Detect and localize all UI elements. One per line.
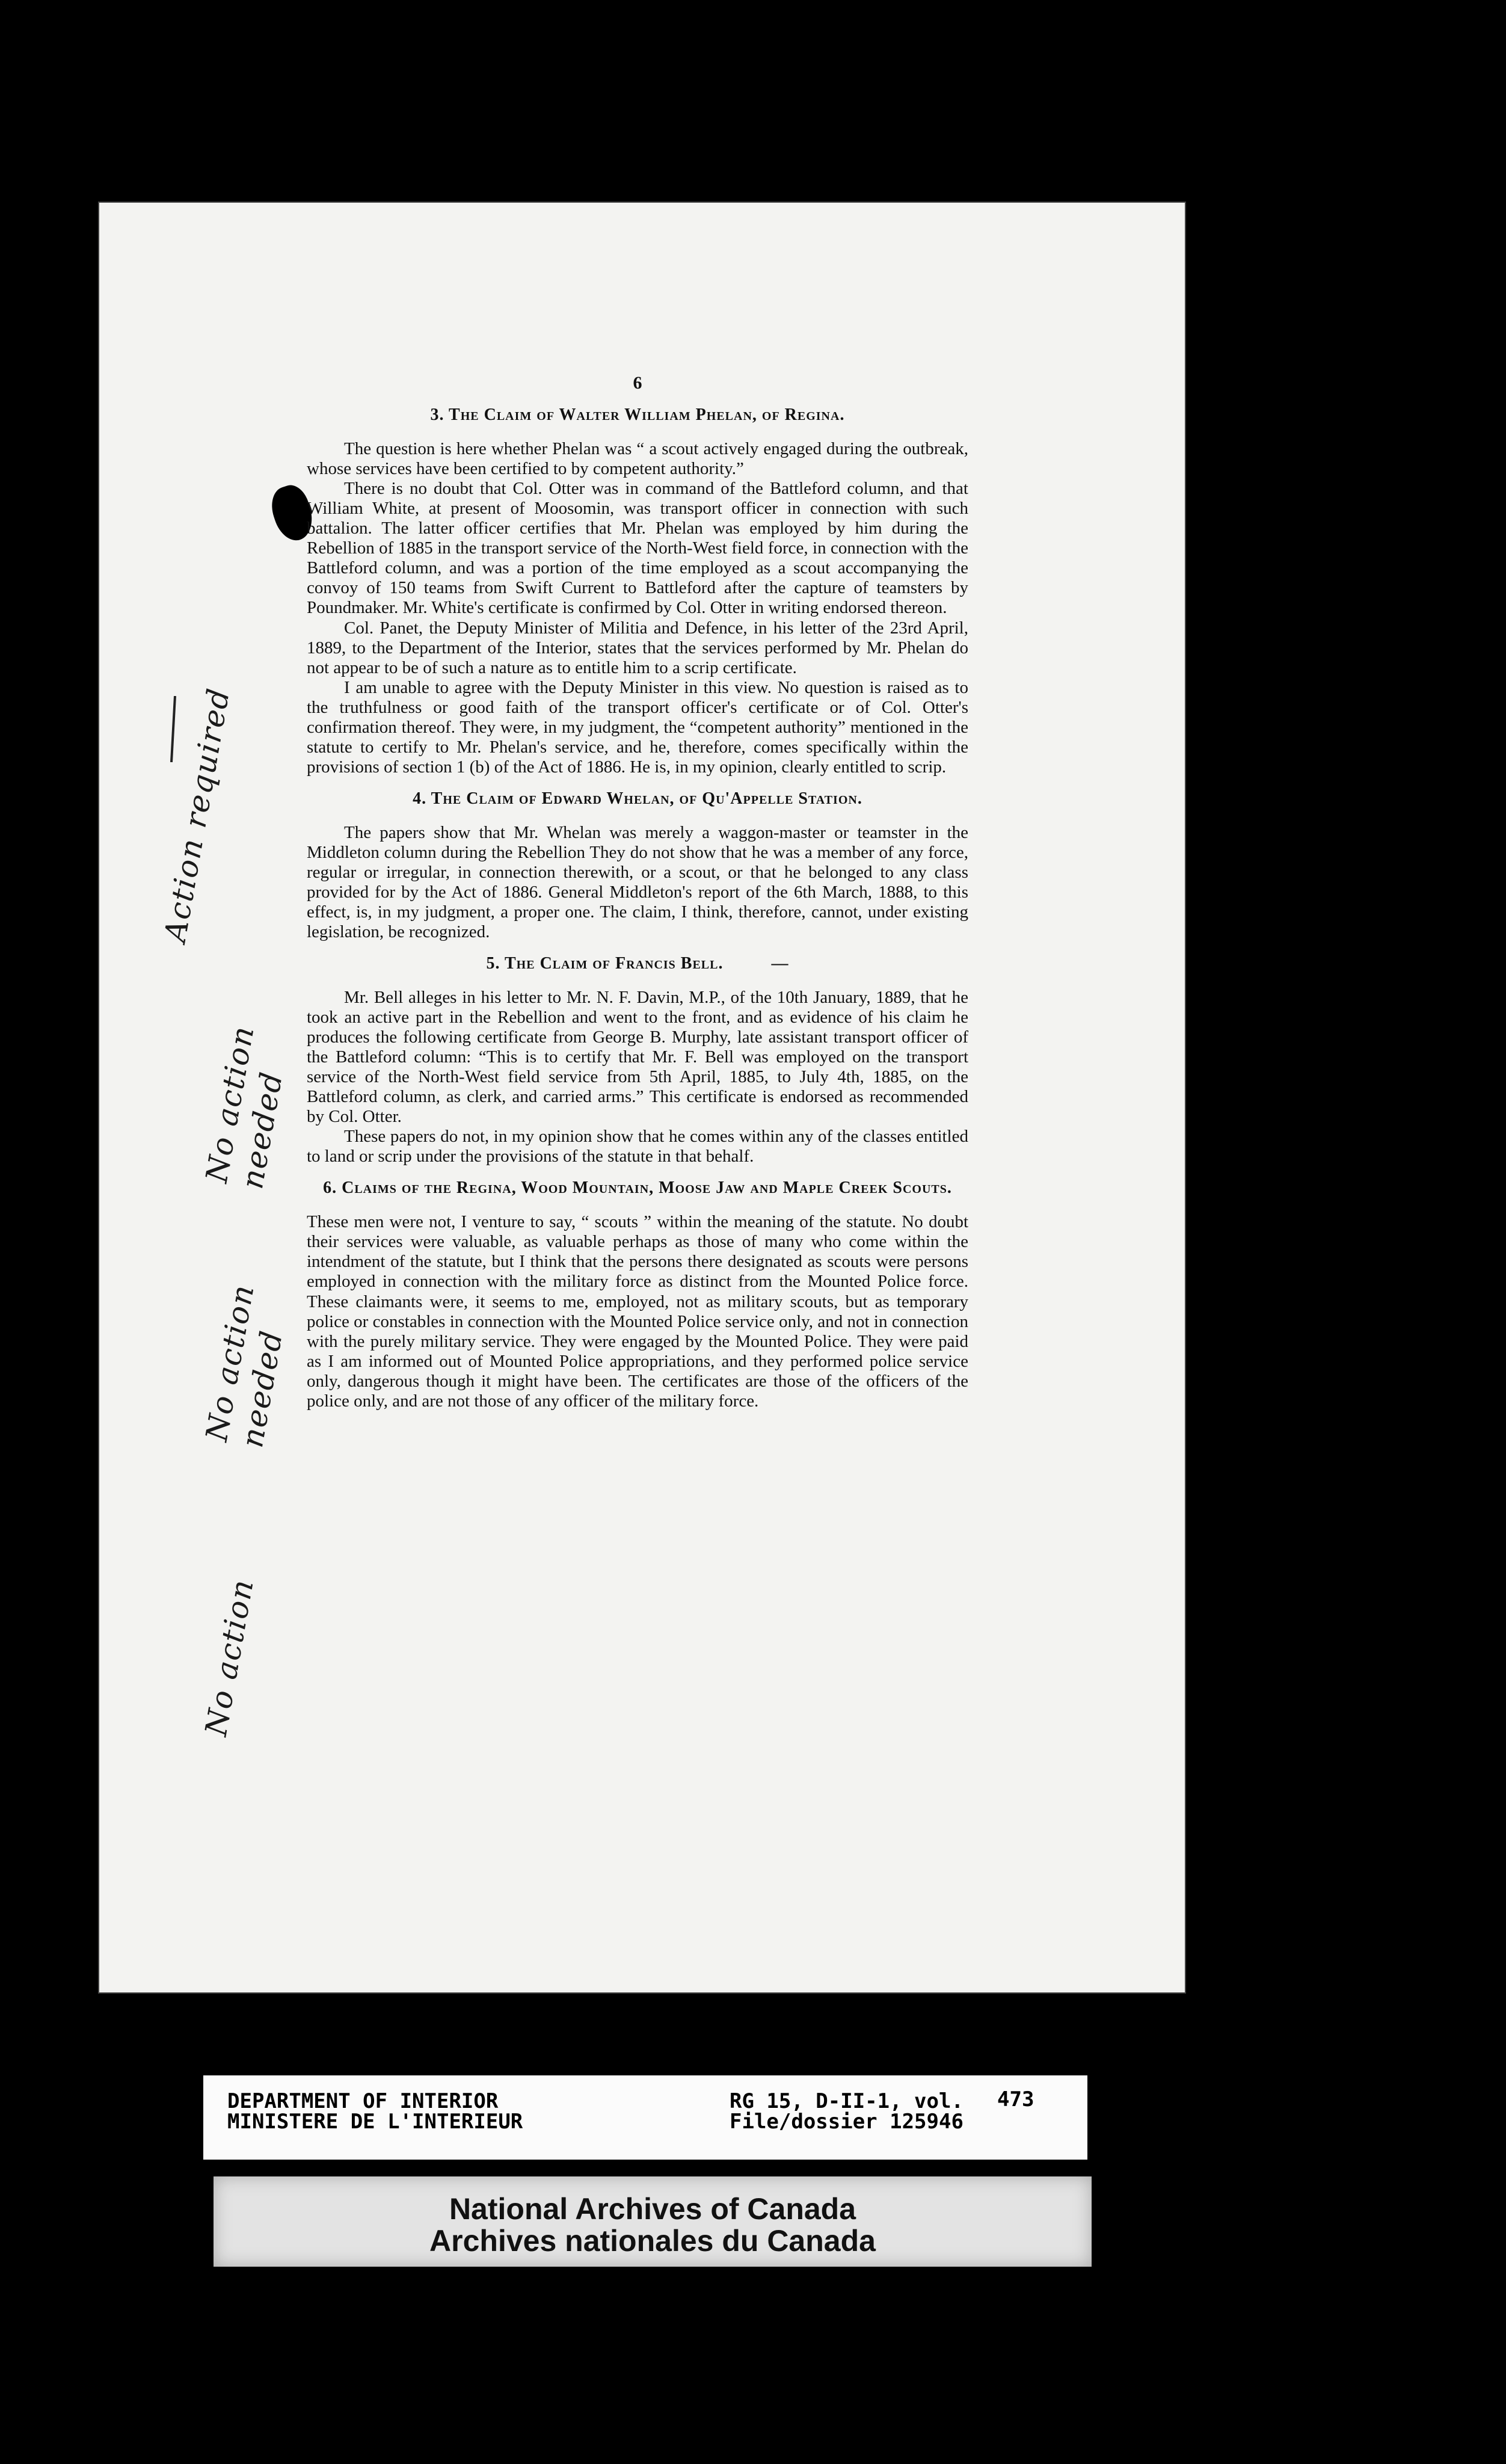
archives-banner <box>214 2176 1092 2267</box>
archives-name-french: Archives nationales du Canada <box>429 2223 876 2258</box>
section-heading-row <box>307 954 968 973</box>
handwritten-note: No action needed <box>198 1281 290 1450</box>
department-english: DEPARTMENT OF INTERIOR <box>227 2089 499 2113</box>
paragraph: The papers show that Mr. Whelan was merely a waggon-master or teamster in the Middleton column during the Rebellion They do not show that he was a member of any force, regular or irregular, in connection therewith, or a scout, or that he belonged to any class provided for by the Act of 1886. General Middleton's report of the 6th March, 1888, to this effect, is, in my judgment, a proper one. The claim, I think, therefore, cannot, under existing legislation, be recognized. <box>307 822 968 942</box>
paragraph: The question is here whether Phelan was “ a scout actively engaged during the outbreak, whose services have been certified to by competent authority.” <box>307 439 968 479</box>
paragraph: Col. Panet, the Deputy Minister of Militia and Defence, in his letter of the 23rd April, 1889, to the Department of the Interior, states that the services performed by Mr. Phelan do not appear to be of such a nature as to entitle him to a scrip certificate. <box>307 618 968 677</box>
archive-reference-label <box>203 2075 1087 2160</box>
heading-mark: — <box>771 954 789 973</box>
paragraph: These papers do not, in my opinion show that he comes within any of the classes entitled to land or scrip under the provisions of the statute in that behalf. <box>307 1127 968 1166</box>
paragraph: There is no doubt that Col. Otter was in command of the Battleford column, and that William White, at present of Moosomin, was transport officer in connection with such battalion. The latter officer certifies that Mr. Phelan was employed by him during the Rebellion of 1885 in the transport service of the North-West field force, in connection with the Battleford column, and was a portion of the time employed as a scout accompanying the convoy of 150 teams from Swift Current to Battleford after the capture of teamsters by Poundmaker. Mr. White's certificate is confirmed by Col. Otter in writing endorsed thereon. <box>307 479 968 618</box>
handwritten-note: No action <box>198 1576 260 1739</box>
document-body <box>307 373 968 1411</box>
department-french: MINISTERE DE L'INTERIEUR <box>227 2110 523 2134</box>
paragraph: I am unable to agree with the Deputy Minister in this view. No question is raised as to the truthfulness or good faith of the transport officer's certificate or of Col. Otter's confirmation thereof. They were, in my judgment, the “competent authority” mentioned in the statute to certify to Mr. Phelan's service, and he, therefore, comes specifically within the provisions of section 1 (b) of the Act of 1886. He is, in my opinion, clearly entitled to scrip. <box>307 677 968 777</box>
section-heading: 4. The Claim of Edward Whelan, of Qu'Appelle Station. <box>413 789 862 808</box>
archives-name-english: National Archives of Canada <box>449 2192 856 2226</box>
file-number: File/dossier 125946 <box>730 2110 964 2134</box>
paragraph: These men were not, I venture to say, “ scouts ” within the meaning of the statute. No doubt their services were valuable, as valuable perhaps as those of many who come within the intendment of the statute, but I think that the persons there designated as scouts were persons employed in connection with the military force as distinct from the Mounted Police force. These claimants were, it seems to me, employed, not as military scouts, but as temporary police or constables in connection with the Mounted Police service only, and not in connection with the purely military service. They were engaged by the Mounted Police. They were paid as I am informed out of Mounted Police appropriations, and they performed police service only, dangerous though it might have been. The certificates are those of the officers of the police only, and are not those of any officer of the military force. <box>307 1212 968 1411</box>
record-group-reference: RG 15, D-II-1, vol. <box>730 2089 964 2113</box>
section-heading: 6. Claims of the Regina, Wood Mountain, Moose Jaw and Maple Creek Scouts. <box>323 1178 952 1198</box>
margin-mark <box>170 696 176 762</box>
volume-number: 473 <box>997 2087 1034 2111</box>
page-number: 6 <box>633 373 642 393</box>
section-heading: 5. The Claim of Francis Bell. <box>486 954 724 973</box>
handwritten-note: Action required <box>158 685 237 945</box>
handwritten-note: No action needed <box>198 1023 290 1192</box>
section-heading: 3. The Claim of Walter William Phelan, of Regina. <box>430 405 845 425</box>
paragraph: Mr. Bell alleges in his letter to Mr. N. F. Davin, M.P., of the 10th January, 1889, that he took an active part in the Rebellion and went to the front, and as evidence of his claim he produces the following certificate from George B. Murphy, late assistant transport officer of the Battleford column: “This is to certify that Mr. F. Bell was employed on the transport service of the North-West field service from 5th April, 1885, to July 4th, 1885, on the Battleford column, as clerk, and carried arms.” This certificate is endorsed as recommended by Col. Otter. <box>307 987 968 1127</box>
